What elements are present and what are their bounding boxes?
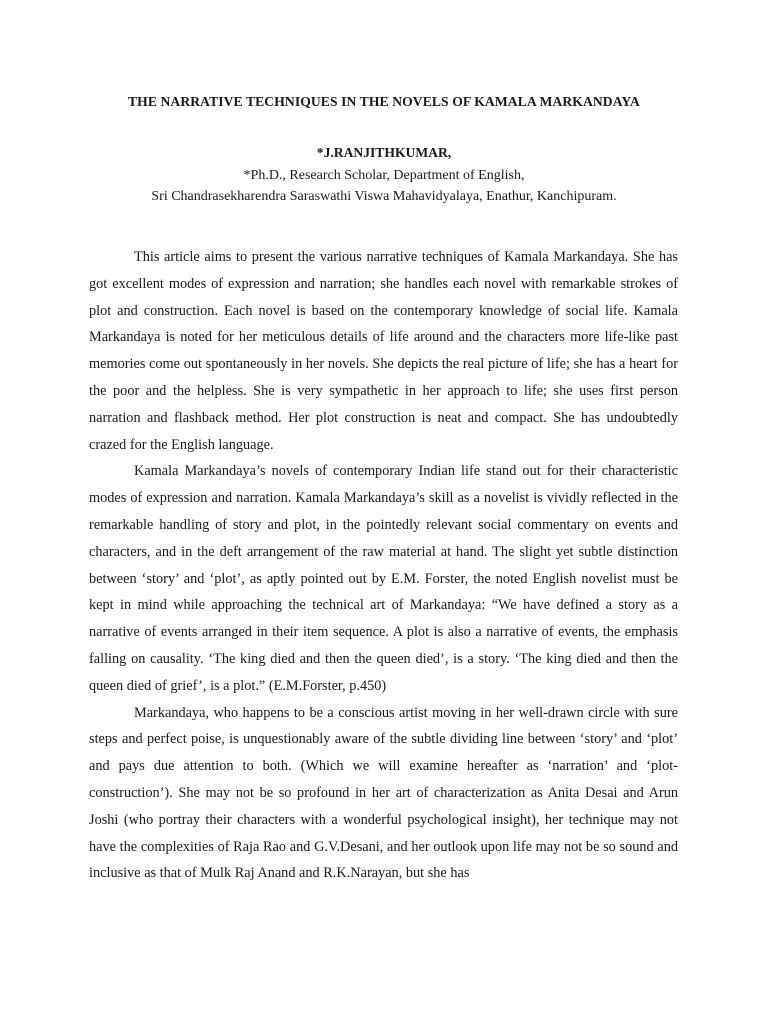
affiliation-line-1: *Ph.D., Research Scholar, Department of English,	[243, 168, 525, 183]
author-name: *J.RANJITHKUMAR,	[316, 145, 452, 160]
article-body	[89, 244, 678, 887]
body-paragraph: Markandaya, who happens to be a conscious artist moving in her well-drawn circle with sure steps and perfect poise, is unquestionably aware of the subtle dividing line between ‘story’ and ‘plot’ and pays due attention to both. (Which we will examine hereafter as ‘narration’ and ‘plot-construction’). She may not be so profound in her art of characterization as Anita Desai and Arun Joshi (who portray their characters with a wonderful psychological insight), her technique may not have the complexities of Raja Rao and G.V.Desani, and her outlook upon life may not be so sound and inclusive as that of Mulk Raj Anand and R.K.Narayan, but she has	[89, 704, 678, 882]
body-paragraph: This article aims to present the various narrative techniques of Kamala Markandaya. She has got excellent modes of expression and narration; she handles each novel with remarkable strokes of plot and construction. Each novel is based on the contemporary knowledge of social life. Kamala Markandaya is noted for her meticulous details of life around and the characters more life-like past memories come out spontaneously in her novels. She depicts the real picture of life; she has a heart for the poor and the helpless. She is very sympathetic in her approach to life; she uses first person narration and flashback method. Her plot construction is neat and compact. She has undoubtedly crazed for the English language.	[89, 249, 678, 453]
document-title: THE NARRATIVE TECHNIQUES IN THE NOVELS OF KAMALA MARKANDAYA	[128, 94, 640, 109]
body-paragraph: Kamala Markandaya’s novels of contemporary Indian life stand out for their characteristic modes of expression and narration. Kamala Markandaya’s skill as a novelist is vividly reflected in the remarkable handling of story and plot, in the pointedly relevant social commentary on events and characters, and in the deft arrangement of the raw material at hand. The slight yet subtle distinction between ‘story’ and ‘plot’, as aptly pointed out by E.M. Forster, the noted English novelist must be kept in mind while approaching the technical art of Markandaya: “We have defined a story as a narrative of events arranged in their item sequence. A plot is also a narrative of events, the emphasis falling on causality. ‘The king died and then the queen died’, is a story. ‘The king died and then the queen died of grief’, is a plot.” (E.M.Forster, p.450)	[89, 463, 678, 694]
affiliation-line-2: Sri Chandrasekharendra Saraswathi Viswa Mahavidyalaya, Enathur, Kanchipuram.	[151, 189, 617, 204]
